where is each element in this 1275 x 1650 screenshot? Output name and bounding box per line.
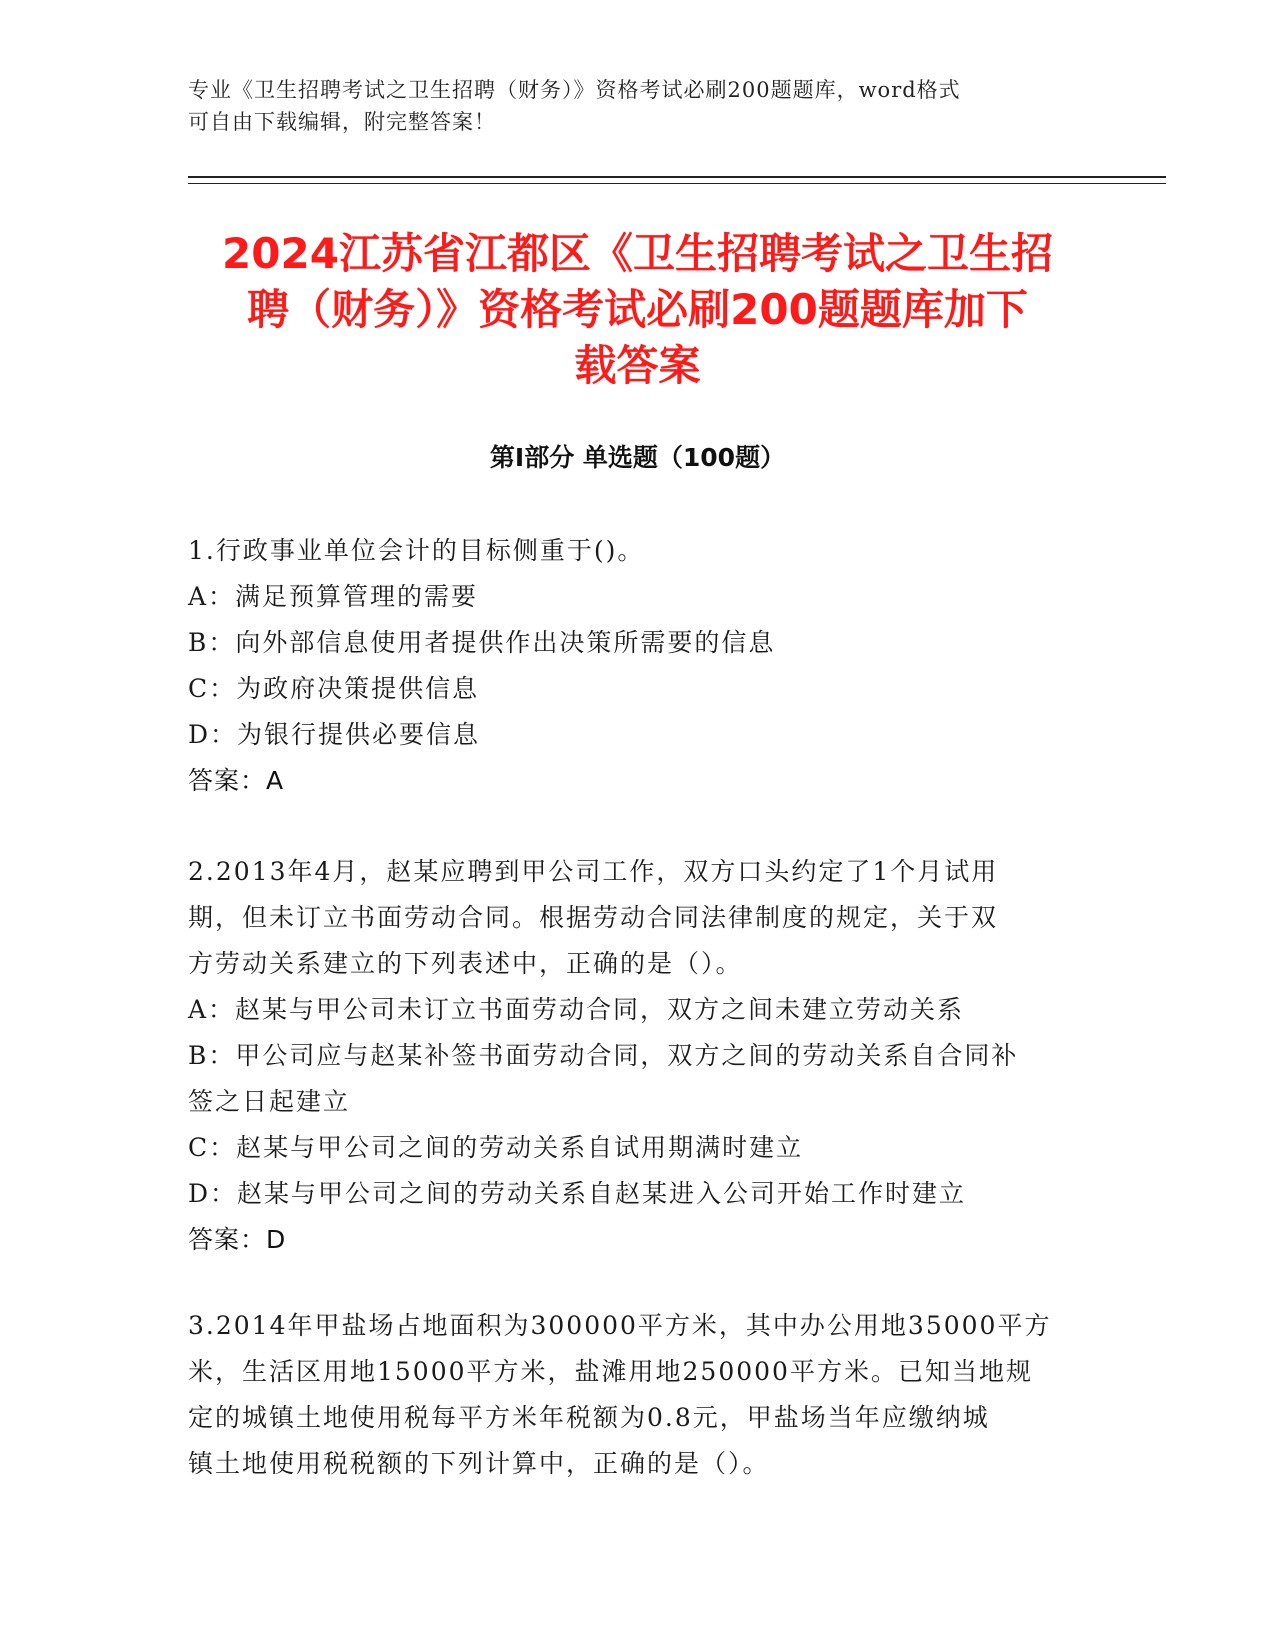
- option-a: A：赵某与甲公司未订立书面劳动合同，双方之间未建立劳动关系: [188, 995, 965, 1024]
- document-title-line: 载答案: [574, 341, 701, 390]
- option-c: C：赵某与甲公司之间的劳动关系自试用期满时建立: [188, 1133, 804, 1162]
- question-stem: 期，但未订立书面劳动合同。根据劳动合同法律制度的规定，关于双: [188, 903, 999, 932]
- option-b: B：甲公司应与赵某补签书面劳动合同，双方之间的劳动关系自合同补: [188, 1041, 1019, 1070]
- header-divider-thick: [188, 176, 1166, 178]
- question-stem: 方劳动关系建立的下列表述中，正确的是（）。: [188, 949, 743, 978]
- question-stem: 镇土地使用税税额的下列计算中，正确的是（）。: [188, 1449, 770, 1478]
- question-stem: 定的城镇土地使用税每平方米年税额为0.8元，甲盐场当年应缴纳城: [188, 1403, 990, 1432]
- option-a: A：满足预算管理的需要: [188, 582, 479, 611]
- option-d: D：赵某与甲公司之间的劳动关系自赵某进入公司开始工作时建立: [188, 1179, 967, 1208]
- question-stem: 米，生活区用地15000平方米，盐滩用地250000平方米。已知当地规: [188, 1357, 1033, 1386]
- header-note: [188, 74, 1088, 138]
- header-note-line: 专业《卫生招聘考试之卫生招聘（财务）》资格考试必刷200题题库，word格式: [188, 78, 961, 102]
- document-title-line: 聘（财务）》资格考试必刷200题题库加下: [247, 285, 1028, 334]
- option-d: D：为银行提供必要信息: [188, 720, 481, 749]
- question-stem: 2.2013年4月，赵某应聘到甲公司工作，双方口头约定了1个月试用: [188, 857, 999, 886]
- header-note-line: 可自由下载编辑，附完整答案！: [188, 110, 496, 134]
- option-b-continued: 签之日起建立: [188, 1087, 351, 1116]
- question-3: [188, 1303, 1088, 1487]
- option-c: C：为政府决策提供信息: [188, 674, 480, 703]
- question-1: [188, 528, 1088, 804]
- answer: 答案：A: [188, 766, 285, 795]
- option-b: B：向外部信息使用者提供作出决策所需要的信息: [188, 628, 776, 657]
- question-2: [188, 849, 1088, 1263]
- header-divider-thin: [188, 183, 1166, 184]
- section-title: 第I部分 单选题（100题）: [489, 443, 786, 472]
- document-title-line: 2024江苏省江都区《卫生招聘考试之卫生招: [222, 229, 1053, 278]
- question-stem: 1.行政事业单位会计的目标侧重于()。: [188, 536, 645, 565]
- answer: 答案：D: [188, 1225, 287, 1254]
- question-stem: 3.2014年甲盐场占地面积为300000平方米，其中办公用地35000平方: [188, 1311, 1052, 1340]
- document-title: [150, 226, 1125, 394]
